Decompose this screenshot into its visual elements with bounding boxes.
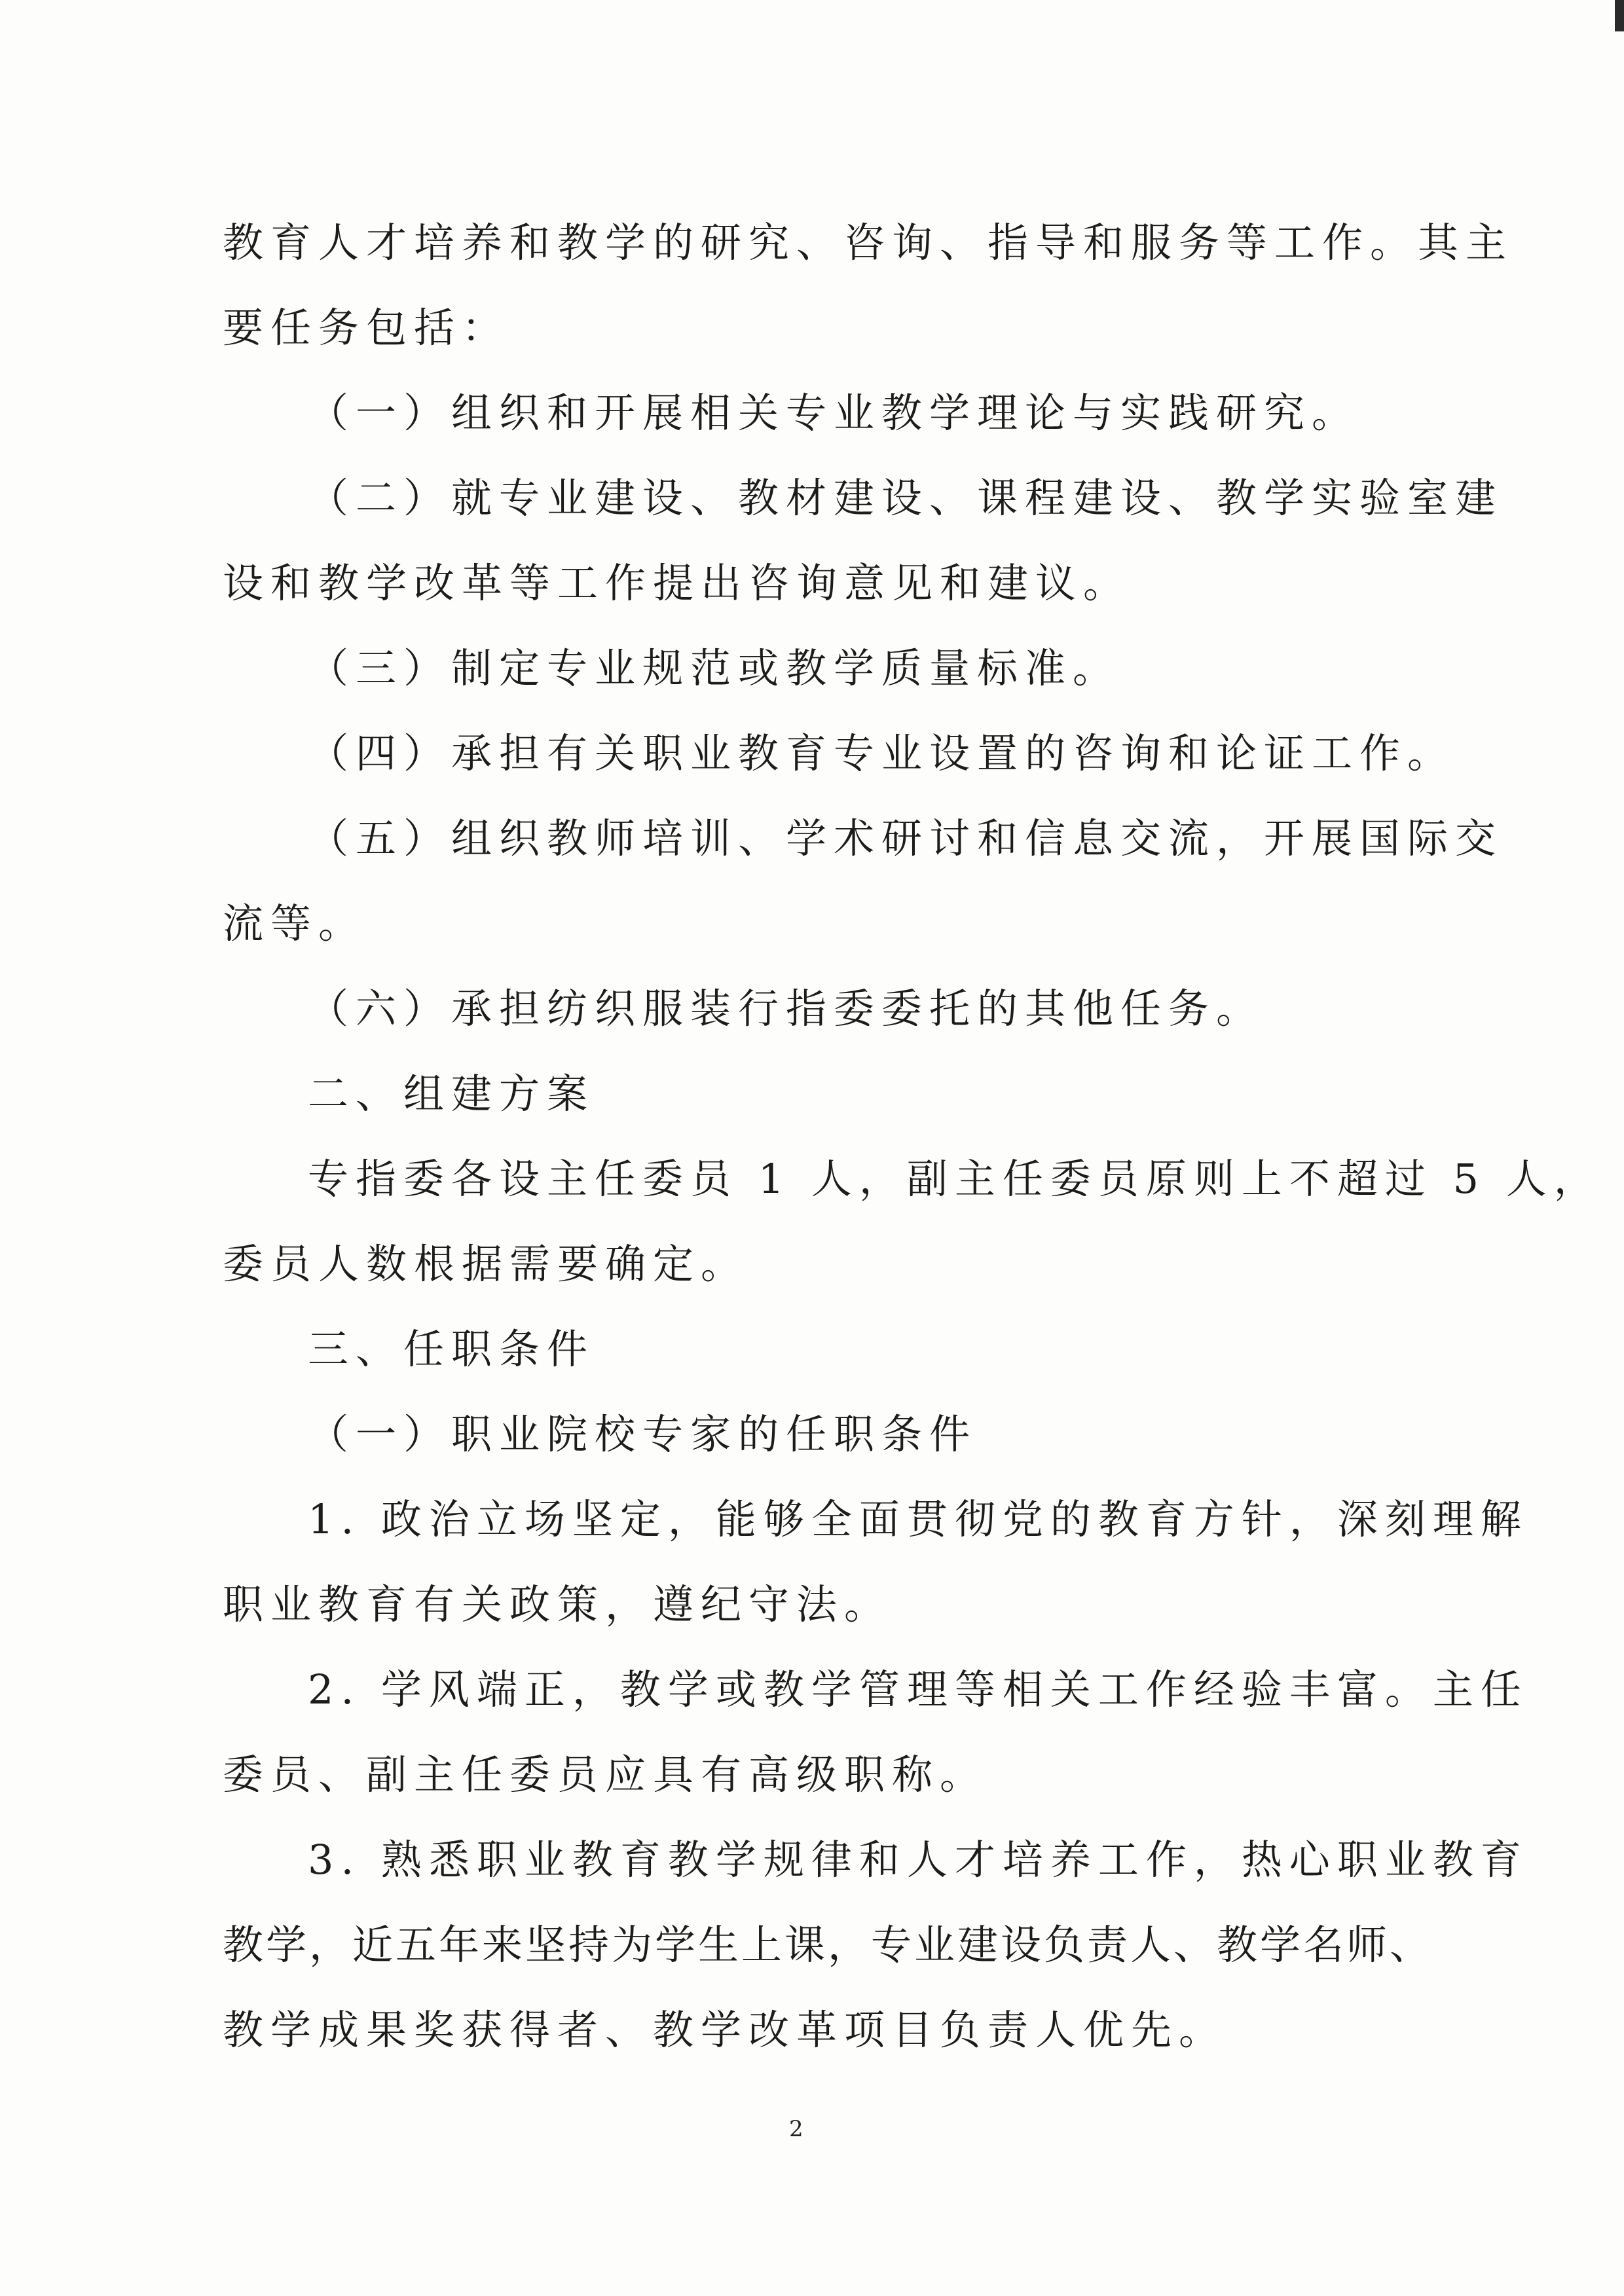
text-line: 3. 熟悉职业教育教学规律和人才培养工作，热心职业教育 [308, 1836, 1528, 1884]
text-line: 要任务包括： [223, 304, 510, 352]
text-line: 教育人才培养和教学的研究、咨询、指导和服务等工作。其主 [223, 219, 1514, 266]
text-line: （六）承担纺织服装行指委委托的其他任务。 [308, 985, 1264, 1032]
text-line: 职业教育有关政策，遵纪守法。 [223, 1580, 893, 1628]
text-line: 流等。 [223, 900, 367, 947]
section-heading: 三、任职条件 [308, 1325, 595, 1373]
text-line: （五）组织教师培训、学术研讨和信息交流，开展国际交 [308, 814, 1504, 862]
text-line: 2. 学风端正，教学或教学管理等相关工作经验丰富。主任 [308, 1666, 1528, 1713]
text-line: （四）承担有关职业教育专业设置的咨询和论证工作。 [308, 729, 1456, 777]
text-line: （三）制定专业规范或教学质量标准。 [308, 644, 1121, 692]
subsection-heading: （一）职业院校专家的任职条件 [308, 1410, 978, 1458]
text-line: 委员人数根据需要确定。 [223, 1240, 749, 1288]
text-line: 1. 政治立场坚定，能够全面贯彻党的教育方针，深刻理解 [308, 1495, 1528, 1543]
text-line: 教学成果奖获得者、教学改革项目负责人优先。 [223, 2006, 1227, 2054]
section-heading: 二、组建方案 [308, 1070, 595, 1118]
text-line: 委员、副主任委员应具有高级职称。 [223, 1751, 988, 1798]
text-line: 设和教学改革等工作提出咨询意见和建议。 [223, 559, 1132, 607]
scan-edge-mark [1615, 0, 1624, 31]
page-number: 2 [789, 2116, 803, 2142]
text-line: （二）就专业建设、教材建设、课程建设、教学实验室建 [308, 474, 1504, 522]
text-line: 教学，近五年来坚持为学生上课，专业建设负责人、教学名师、 [223, 1921, 1433, 1969]
text-line: 专指委各设主任委员 1 人，副主任委员原则上不超过 5 人， [308, 1155, 1602, 1203]
text-line: （一）组织和开展相关专业教学理论与实践研究。 [308, 389, 1360, 437]
